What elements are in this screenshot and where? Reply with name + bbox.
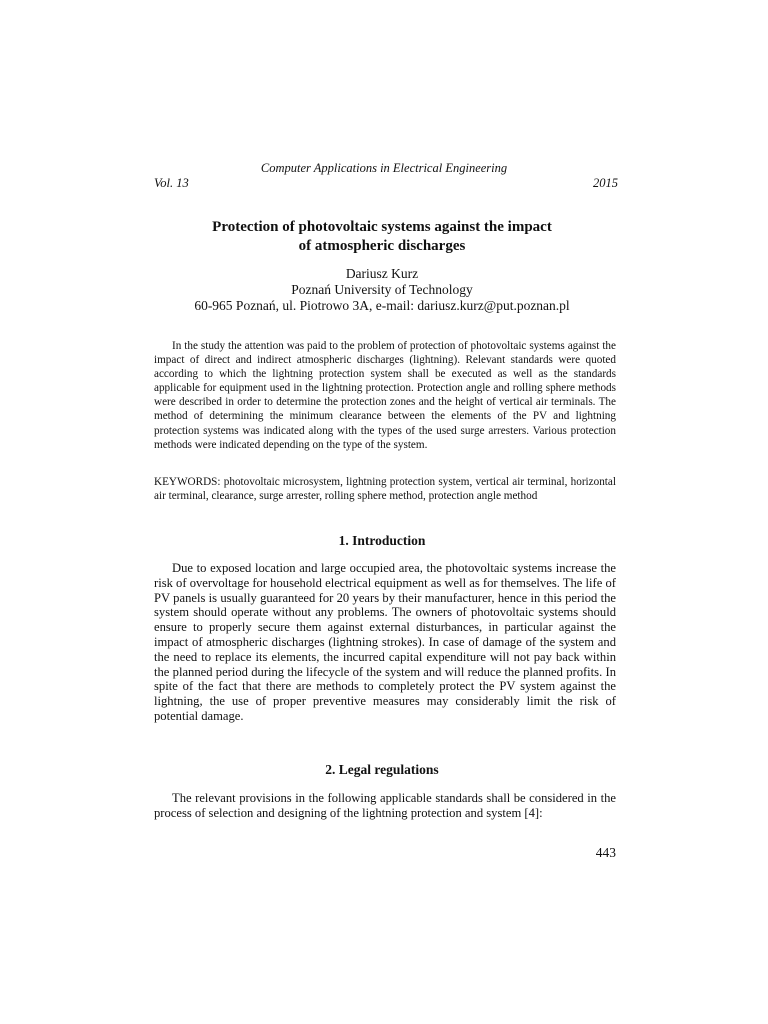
paper-title-line-1: Protection of photovoltaic systems against the impact	[212, 219, 552, 235]
journal-name: Computer Applications in Electrical Engineering	[260, 161, 508, 175]
author-affiliation: Poznań University of Technology	[291, 282, 473, 297]
page-number: 443	[595, 845, 616, 860]
abstract: In the study the attention was paid to the problem of protection of photovoltaic systems against the impact of direct and indirect atmospheric discharges (lightning). Relevant standards were quoted according to which the lightning protection system shall be executed as well as the standards applicable for equipment used in the lightning protection. Protection angle and rolling sphere methods were described in order to determine the protection zones and the height of vertical air terminals. The method of determining the minimum clearance between the elements of the PV and lightning protection systems was indicated along with the types of the used surge arresters. Various protection methods were indicated depending on the type of the system.	[154, 340, 616, 451]
author-address: 60-965 Poznań, ul. Piotrowo 3A, e-mail: dariusz.kurz@put.poznan.pl	[194, 298, 570, 313]
keywords-label: KEYWORDS:	[154, 476, 221, 488]
keywords	[154, 475, 616, 503]
author-block	[120, 266, 644, 314]
paper-title-line-2: of atmospheric discharges	[298, 238, 466, 254]
author-name: Dariusz Kurz	[345, 266, 419, 281]
year-label: 2015	[593, 176, 618, 190]
section-heading-introduction: 1. Introduction	[338, 533, 426, 548]
paper-title	[154, 218, 610, 256]
keywords-text: photovoltaic microsystem, lightning protection system, vertical air terminal, horizontal air terminal, clearance, surge arrester, rolling sphere method, protection angle method	[154, 476, 616, 503]
section-heading-legal-regulations: 2. Legal regulations	[325, 762, 439, 777]
volume-label: Vol. 13	[154, 176, 189, 190]
section-text-introduction: Due to exposed location and large occupied area, the photovoltaic systems increase the risk of overvoltage for household electrical equipment as well as for themselves. The life of PV panels is usually guaranteed for 20 years by their manufacturer, hence in this period the system should operate without any problems. The owners of photovoltaic systems should ensure to properly secure them against external disturbances, in particular against the impact of atmospheric discharges (lightning strokes). In case of damage of the system and the need to replace its elements, the incurred capital expenditure will not pay back within the planned period during the lifecycle of the system and will reduce the planned profits. In spite of the fact that there are methods to completely protect the PV system against the lightning, the use of proper preventive measures may considerably limit the risk of potential damage.	[154, 561, 616, 723]
section-text-legal-regulations: The relevant provisions in the following applicable standards shall be considered in the process of selection and designing of the lightning protection and system [4]:	[154, 791, 616, 820]
